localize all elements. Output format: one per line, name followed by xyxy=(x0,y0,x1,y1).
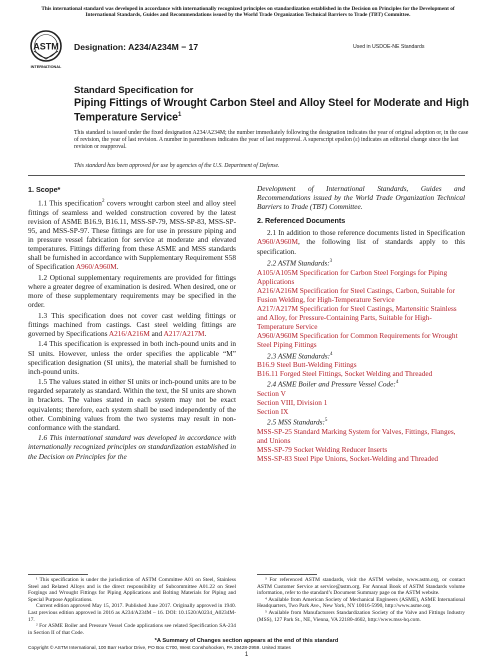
footnote-4: ⁴ Available from American Society of Mechanical Engineers (ASME), ASME International Headquarters, Two Park Ave., New York, NY 10016-5990, http://www.asme.org. xyxy=(257,596,465,610)
right-column xyxy=(257,184,465,463)
footnote-ref: 2 xyxy=(101,199,105,205)
title-footnote-ref: 1 xyxy=(178,112,182,119)
document-title xyxy=(74,97,469,125)
ref-a216[interactable]: A216/A216M Specification for Steel Castings, Carbon, Suitable for Fusion Welding, for High-Temperature Service xyxy=(257,285,455,304)
svg-text:ASTM: ASTM xyxy=(33,41,59,52)
paragraph-text: . xyxy=(204,328,207,338)
title-block xyxy=(74,85,469,124)
paragraph-text: covers wrought carbon steel and alloy steel fittings of seamless and welded construction covered by the latest revision of ASME B16.9, B16.11, MSS-SP-79, MSS-SP-83, MSS-SP-95, and MSS-SP-97. These fittings are for use in pressure piping and in pressure vessel fabrication for service at moderate and elevated temperatures. Fittings differing from these ASME and MSS standards shall be furnished in accordance with Supplementary Requirement S58 of Specification xyxy=(28,198,237,272)
section-heading-scope: 1. Scope* xyxy=(28,185,61,194)
label-text: 2.4 ASME Boiler and Pressure Vessel Code: xyxy=(267,379,396,389)
mss-standards-label xyxy=(257,416,465,427)
dod-approval-note: This standard has been approved for use by agencies of the U.S. Department of Defense. xyxy=(74,163,280,169)
footnote-1-edition: Current edition approved May 15, 2017. Published June 2017. Originally approved in 1940. Last previous edition approved in 2016 as A234/A234M – 16. DOI: 10.1520/A0234_A0234M-17. xyxy=(28,603,236,623)
link-a216[interactable]: A216/A216M xyxy=(108,328,150,338)
label-text: 2.2 ASTM Standards: xyxy=(267,258,330,268)
designation: Designation: A234/A234M − 17 xyxy=(74,42,199,52)
footnote-2: ² For ASME Boiler and Pressure Vessel Code applications see related Specification SA-234 in Section II of that Code. xyxy=(28,623,236,636)
paragraph-1-6: 1.6 This international standard was developed in accordance with internationally recognized principles on standardization established in the Decision on Principles for the xyxy=(28,433,236,461)
paragraph-text: 1.1 This specification xyxy=(38,198,102,208)
paragraph-2-1 xyxy=(257,228,465,255)
footnotes-left xyxy=(28,574,236,636)
astm-standards-label xyxy=(257,257,465,268)
bpvc-label xyxy=(257,378,465,389)
issuance-note: This standard is issued under the fixed designation A234/A234M; the number immediately following the designation indicates the year of original adoption or, in the case of revision, the year of last revision. A number in parentheses indicates the year of last reapproval. A superscript epsilon (ε) indicates an editorial change since the last revision or reapproval. xyxy=(74,130,469,151)
footnote-ref: 5 xyxy=(324,418,328,424)
page-number: 1 xyxy=(244,652,249,658)
ref-a960[interactable]: A960/A960M Specification for Common Requirements for Wrought Steel Piping Fittings xyxy=(257,331,458,350)
footnote-5: ⁵ Available from Manufacturers Standardization Society of the Valve and Fittings Industry (MSS), 127 Park St., NE, Vienna, VA 22180-4602, http://www.mss-hq.com. xyxy=(257,609,465,623)
ref-a105[interactable]: A105/A105M Specification for Carbon Steel Forgings for Piping Applications xyxy=(257,267,448,286)
ref-mss-sp-25[interactable]: MSS-SP-25 Standard Marking System for Valves, Fittings, Flanges, and Unions xyxy=(257,426,456,445)
ref-mss-sp-83[interactable]: MSS-SP-83 Steel Pipe Unions, Socket-Welding and Threaded xyxy=(257,453,439,463)
footnote-ref: 4 xyxy=(395,380,399,386)
paragraph-text: 2.1 In addition to those reference documents listed in Specification xyxy=(267,228,465,238)
left-column xyxy=(28,184,236,462)
section-heading-referenced-documents: 2. Referenced Documents xyxy=(257,216,346,226)
logo-text: INTERNATIONAL xyxy=(30,65,62,69)
footnote-divider xyxy=(28,574,88,575)
used-in-note: Used in USDOE-NE Standards xyxy=(353,44,425,50)
ref-b16-11[interactable]: B16.11 Forged Steel Fittings, Socket Welding and Threaded xyxy=(257,369,433,379)
ref-mss-sp-79[interactable]: MSS-SP-79 Socket Welding Reducer Inserts xyxy=(257,444,388,454)
link-a217[interactable]: A217/A217M xyxy=(163,328,205,338)
link-a960[interactable]: A960/A960M xyxy=(75,262,117,272)
label-text: 2.3 ASME Standards: xyxy=(267,350,331,360)
footnote-ref: 4 xyxy=(330,351,333,357)
footnote-ref: 3 xyxy=(329,259,333,265)
paragraph-text: and xyxy=(149,328,164,338)
title-prefix: Standard Specification for xyxy=(74,85,194,96)
footnote-1: ¹ This specification is under the jurisdiction of ASTM Committee A01 on Steel, Stainless Steel and Related Alloys and is the direct responsibility of Subcommittee A01.22 on Steel Forgings and Wrought Fittings for Piping Applications and Bolting Materials for Piping and Special Purpose Applications. xyxy=(28,577,236,603)
ref-b16-9[interactable]: B16.9 Steel Butt-Welding Fittings xyxy=(257,360,357,370)
paragraph-text: , the following list of standards apply to this specification. xyxy=(257,237,465,256)
asme-standards-label xyxy=(257,350,465,361)
link-a960-refs[interactable]: A960/A960M xyxy=(257,237,298,247)
ref-section-ix[interactable]: Section IX xyxy=(257,406,289,416)
paragraph-text: . xyxy=(116,262,119,272)
ref-section-viii[interactable]: Section VIII, Division 1 xyxy=(257,397,328,407)
paragraph-1-1 xyxy=(28,197,236,271)
paragraph-1-6-continued: Development of International Standards, Guides and Recommendations issued by the World Trade Organization Technical Barriers to Trade (TBT) Committee. xyxy=(257,184,465,212)
ref-section-v[interactable]: Section V xyxy=(257,388,286,398)
header-divider xyxy=(28,175,465,176)
paragraph-1-4: 1.4 This specification is expressed in both inch-pound units and in SI units. However, unless the order specifies the applicable “M” specification designation (SI units), the material shall be furnished to inch-pound units. xyxy=(28,339,236,376)
paragraph-1-3 xyxy=(28,311,236,338)
summary-of-changes-note: *A Summary of Changes section appears at the end of this standard xyxy=(154,638,339,644)
ref-a217[interactable]: A217/A217M Specification for Steel Castings, Martensitic Stainless and Alloy, for Pressure-Containing Parts, Suitable for High-Temperature Service xyxy=(257,304,457,332)
copyright-line: Copyright © ASTM International, 100 Barr Harbor Drive, PO Box C700, West Conshohocken, PA 19428-2959. United States xyxy=(28,646,291,651)
footnotes-right xyxy=(257,574,465,623)
footnote-divider xyxy=(257,574,317,575)
footnote-3: ³ For referenced ASTM standards, visit the ASTM website, www.astm.org, or contact ASTM Customer Service at service@astm.org. For Annual Book of ASTM Standards volume information, refer to the standard’s Document Summary page on the ASTM website. xyxy=(257,577,465,597)
paragraph-1-2: 1.2 Optional supplementary requirements are provided for fittings where a greater degree of examination is desired. When desired, one or more of these supplementary requirements may be specified in the order. xyxy=(28,272,236,310)
paragraph-text: 1.3 This specification does not cover cast welding fittings or fittings machined from castings. Cast steel welding fittings are governed by Specifications xyxy=(28,310,236,338)
label-text: 2.5 MSS Standards: xyxy=(267,417,325,427)
international-standard-notice: This international standard was developed in accordance with internationally recognized principles on standardization established in the Decision on Principles for the Development of International Standards, Guides and Recommendations issued by the World Trade Organization Technical Barriers to Trade (TBT) Committee. xyxy=(41,6,455,19)
astm-logo xyxy=(28,29,64,73)
paragraph-1-5: 1.5 The values stated in either SI units or inch-pound units are to be regarded separately as standard. Within the text, the SI units are shown in brackets. The values stated in each system may not be exact equivalents; therefore, each system shall be used independently of the other. Combining values from the two systems may result in non-conformance with the standard. xyxy=(28,377,236,432)
title-text: Piping Fittings of Wrought Carbon Steel and Alloy Steel for Moderate and High Temperature Service xyxy=(74,96,469,124)
